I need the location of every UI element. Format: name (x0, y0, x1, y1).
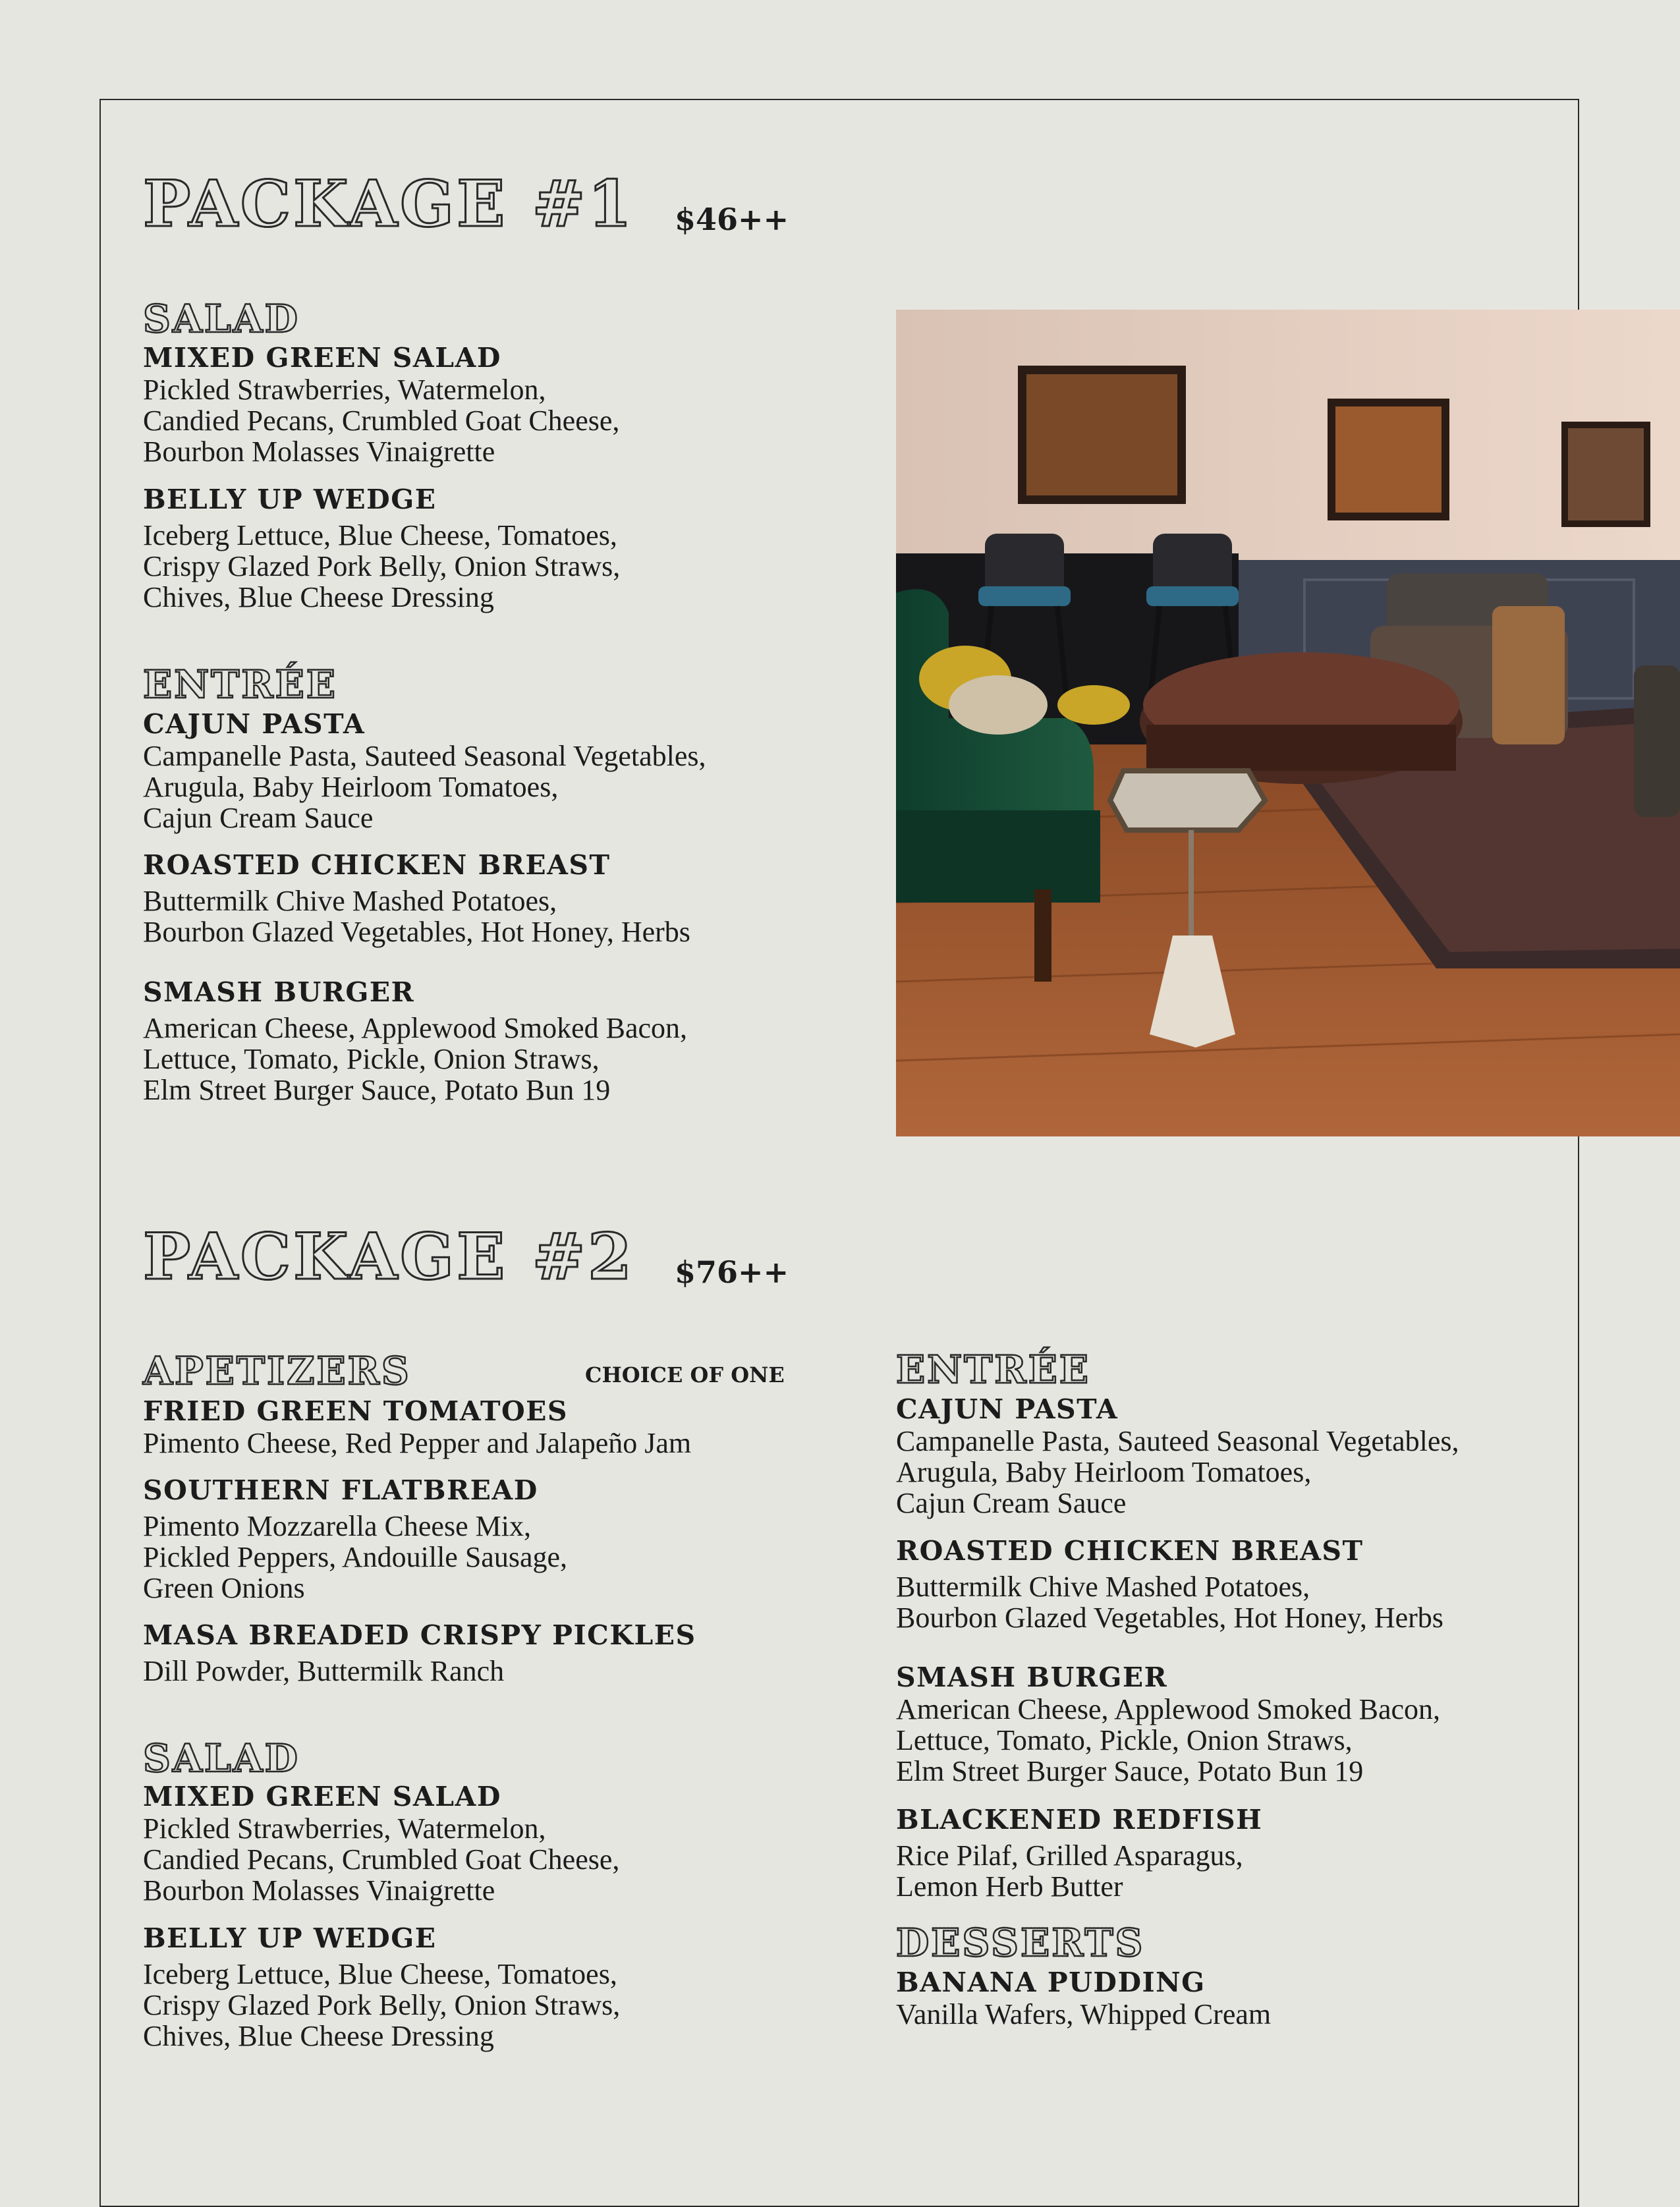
item-description: Buttermilk Chive Mashed Potatoes, Bourbon Glazed Vegetables, Hot Honey, Herbs (896, 1571, 1443, 1634)
item-name: CAJUN PASTA (143, 708, 366, 740)
item-description: Dill Powder, Buttermilk Ranch (143, 1655, 505, 1688)
item-description: American Cheese, Applewood Smoked Bacon, Lettuce, Tomato, Pickle, Onion Straws, Elm Street Burger Sauce, Potato Bun 19 (896, 1693, 1441, 1788)
menu-item (143, 484, 901, 613)
item-description: Pimento Cheese, Red Pepper and Jalapeño Jam (143, 1427, 692, 1460)
package-2-apetizers-heading: APETIZERS (143, 1349, 411, 1393)
item-description: Iceberg Lettuce, Blue Cheese, Tomatoes, Crispy Glazed Pork Belly, Onion Straws, Chives, Blue Cheese Dressing (143, 1958, 621, 2053)
item-description: American Cheese, Applewood Smoked Bacon, Lettuce, Tomato, Pickle, Onion Straws, Elm Street Burger Sauce, Potato Bun 19 (143, 1012, 688, 1107)
item-description: Vanilla Wafers, Whipped Cream (896, 1998, 1272, 2031)
menu-item (896, 1804, 1654, 1902)
item-description: Campanelle Pasta, Sauteed Seasonal Vegetables, Arugula, Baby Heirloom Tomatoes, Cajun Cream Sauce (143, 740, 706, 835)
menu-item (143, 1922, 901, 2052)
menu-item (143, 1619, 901, 1687)
package-2-title: PACKAGE #2 (143, 1219, 634, 1294)
item-name: FRIED GREEN TOMATOES (143, 1395, 569, 1427)
package-1-entree-heading: ENTRÉE (143, 662, 338, 707)
item-name: BLACKENED REDFISH (896, 1804, 1263, 1835)
menu-item (143, 1474, 901, 1604)
item-name: SMASH BURGER (896, 1662, 1168, 1693)
item-description: Pickled Strawberries, Watermelon, Candied Pecans, Crumbled Goat Cheese, Bourbon Molasses Vinaigrette (143, 374, 620, 468)
package-2-salad-heading: SALAD (143, 1736, 300, 1781)
package-1-salad-heading: SALAD (143, 296, 300, 341)
item-name: MASA BREADED CRISPY PICKLES (143, 1619, 696, 1651)
item-name: MIXED GREEN SALAD (143, 1781, 501, 1812)
package-1-title: PACKAGE #1 (143, 167, 634, 241)
item-description: Pickled Strawberries, Watermelon, Candied Pecans, Crumbled Goat Cheese, Bourbon Molasses Vinaigrette (143, 1812, 620, 1907)
choice-note: CHOICE OF ONE (585, 1362, 785, 1387)
item-description: Pimento Mozzarella Cheese Mix, Pickled Peppers, Andouille Sausage, Green Onions (143, 1510, 568, 1605)
lounge-photo (896, 310, 1680, 1136)
item-name: CAJUN PASTA (896, 1393, 1119, 1425)
menu-item (896, 1393, 1654, 1519)
item-name: SMASH BURGER (143, 976, 415, 1008)
item-description: Iceberg Lettuce, Blue Cheese, Tomatoes, Crispy Glazed Pork Belly, Onion Straws, Chives, Blue Cheese Dressing (143, 519, 621, 614)
menu-item (896, 1967, 1654, 2030)
item-name: ROASTED CHICKEN BREAST (143, 849, 611, 881)
item-description: Campanelle Pasta, Sauteed Seasonal Vegetables, Arugula, Baby Heirloom Tomatoes, Cajun Cream Sauce (896, 1425, 1459, 1520)
menu-item (143, 849, 901, 947)
menu-item (143, 976, 901, 1105)
menu-item (896, 1662, 1654, 1787)
item-description: Rice Pilaf, Grilled Asparagus, Lemon Herb Butter (896, 1839, 1243, 1903)
item-name: MIXED GREEN SALAD (143, 342, 501, 374)
menu-item (143, 342, 901, 467)
item-name: BELLY UP WEDGE (143, 1922, 437, 1954)
package-1-price: $46++ (675, 202, 789, 237)
package-2-price: $76++ (675, 1254, 789, 1290)
menu-item (143, 1781, 901, 1906)
package-2-desserts-heading: DESSERTS (896, 1920, 1145, 1965)
item-name: BELLY UP WEDGE (143, 484, 437, 515)
menu-item (143, 708, 901, 833)
item-name: SOUTHERN FLATBREAD (143, 1474, 538, 1506)
menu-item (143, 1395, 901, 1459)
package-2-entree-heading: ENTRÉE (896, 1347, 1091, 1392)
item-description: Buttermilk Chive Mashed Potatoes, Bourbon Glazed Vegetables, Hot Honey, Herbs (143, 885, 690, 949)
menu-item (896, 1535, 1654, 1633)
item-name: ROASTED CHICKEN BREAST (896, 1535, 1364, 1567)
item-name: BANANA PUDDING (896, 1967, 1206, 1998)
